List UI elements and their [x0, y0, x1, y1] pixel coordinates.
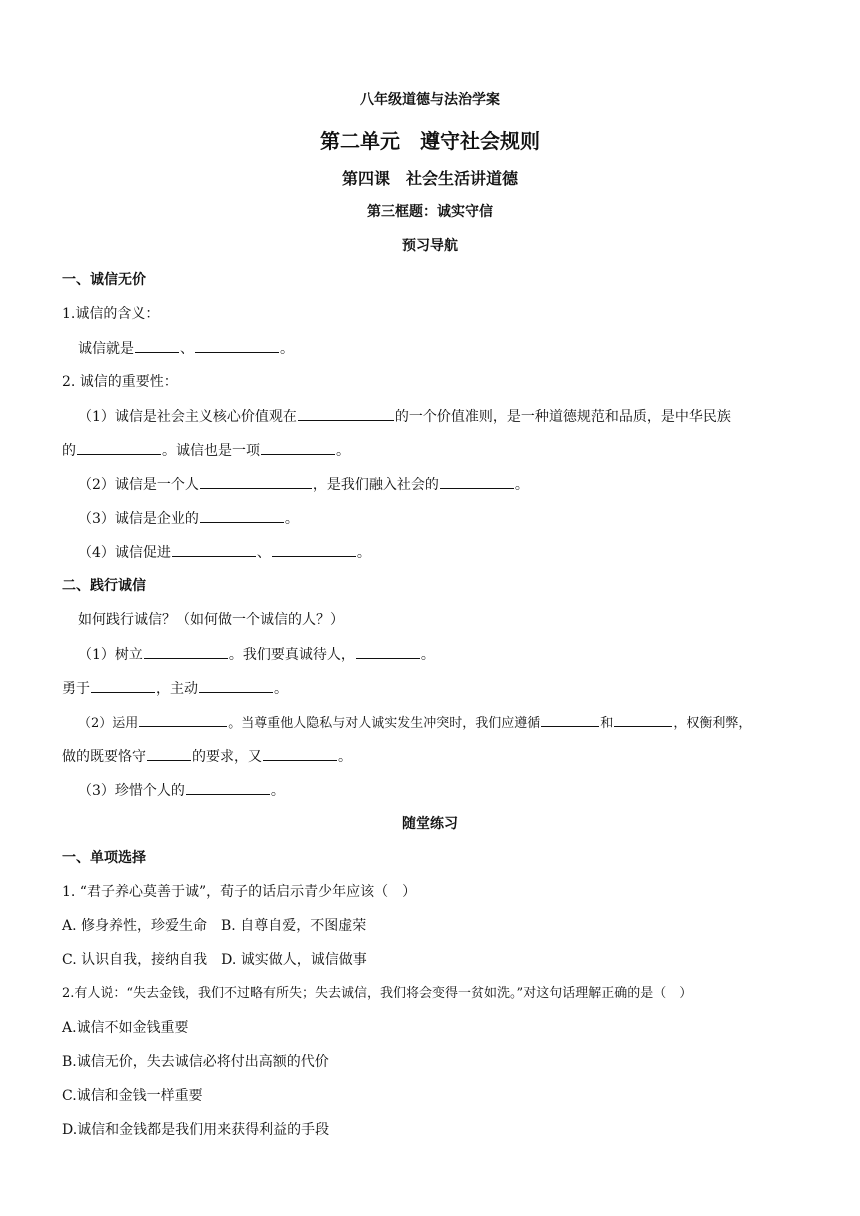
- section-heading-integrity: 一、诚信无价: [62, 272, 146, 288]
- blank-field[interactable]: [172, 542, 256, 557]
- practice-line-1b: 勇于 ，主动 。: [62, 678, 860, 699]
- practice-question: 如何践行诚信？（如何做一个诚信的人？）: [78, 612, 344, 628]
- choice-question-2: 2.有人说：“失去金钱，我们不过略有所失；失去诚信，我们将会变得一贫如洗。”对这句话理解正确的是（ ）: [62, 986, 693, 1001]
- answer-line-4: （4）诚信促进 、 。: [78, 542, 860, 563]
- blank-field[interactable]: [614, 712, 672, 727]
- topic-title: 第三框题：诚实守信: [367, 204, 493, 220]
- section-heading-practice-integrity: 二、践行诚信: [62, 578, 146, 594]
- question-meaning: 1.诚信的含义：: [62, 306, 160, 322]
- choice-option-2d: D.诚信和金钱都是我们用来获得利益的手段: [62, 1122, 330, 1138]
- practice-line-2b: 做的既要恪守 的要求，又 。: [62, 746, 860, 767]
- answer-line-1b: 的 。诚信也是一项 。: [62, 440, 860, 461]
- answer-line-meaning: 诚信就是 、 。: [78, 338, 860, 359]
- lesson-title: 第四课 社会生活讲道德: [341, 169, 518, 188]
- answer-line-2: （2）诚信是一个人 ，是我们融入社会的 。: [78, 474, 860, 495]
- choice-option-2c: C.诚信和金钱一样重要: [62, 1088, 203, 1104]
- practice-line-3: （3）珍惜个人的 。: [78, 780, 860, 801]
- practice-line-1: （1）树立 。我们要真诚待人， 。: [78, 644, 860, 665]
- blank-field[interactable]: [147, 746, 191, 761]
- single-choice-heading: 一、单项选择: [62, 850, 146, 866]
- preview-heading: 预习导航: [402, 238, 458, 254]
- blank-field[interactable]: [144, 644, 228, 659]
- blank-field[interactable]: [195, 338, 279, 353]
- blank-field[interactable]: [77, 440, 161, 455]
- blank-field[interactable]: [135, 338, 179, 353]
- blank-field[interactable]: [440, 474, 514, 489]
- blank-field[interactable]: [200, 474, 312, 489]
- answer-line-1: （1）诚信是社会主义核心价值观在 的一个价值准则，是一种道德规范和品质，是中华民族: [78, 406, 860, 427]
- blank-field[interactable]: [261, 440, 335, 455]
- choice-option-2a: A.诚信不如金钱重要: [62, 1020, 189, 1036]
- choice-question-1: 1. “君子养心莫善于诚”，荀子的话启示青少年应该（ ）: [62, 884, 417, 900]
- unit-title: 第二单元 遵守社会规则: [320, 129, 540, 153]
- answer-line-3: （3）诚信是企业的 。: [78, 508, 860, 529]
- blank-field[interactable]: [541, 712, 599, 727]
- choice-option-2b: B.诚信无价，失去诚信必将付出高额的代价: [62, 1054, 329, 1070]
- choice-options-1cd: C. 认识自我，接纳自我 D. 诚实做人，诚信做事: [62, 952, 367, 968]
- question-importance: 2. 诚信的重要性：: [62, 374, 178, 390]
- blank-field[interactable]: [298, 406, 394, 421]
- blank-field[interactable]: [199, 678, 273, 693]
- doc-title: 八年级道德与法治学案: [360, 92, 500, 108]
- blank-field[interactable]: [263, 746, 337, 761]
- blank-field[interactable]: [91, 678, 155, 693]
- blank-field[interactable]: [139, 712, 227, 727]
- practice-heading: 随堂练习: [402, 816, 458, 832]
- blank-field[interactable]: [272, 542, 356, 557]
- blank-field[interactable]: [186, 780, 270, 795]
- practice-line-2: （2）运用 。当尊重他人隐私与对人诚实发生冲突时，我们应遵循 和 ，权衡利弊，: [78, 712, 860, 734]
- choice-options-1ab: A. 修身养性，珍爱生命 B. 自尊自爱，不图虚荣: [62, 918, 367, 934]
- blank-field[interactable]: [200, 508, 284, 523]
- blank-field[interactable]: [356, 644, 420, 659]
